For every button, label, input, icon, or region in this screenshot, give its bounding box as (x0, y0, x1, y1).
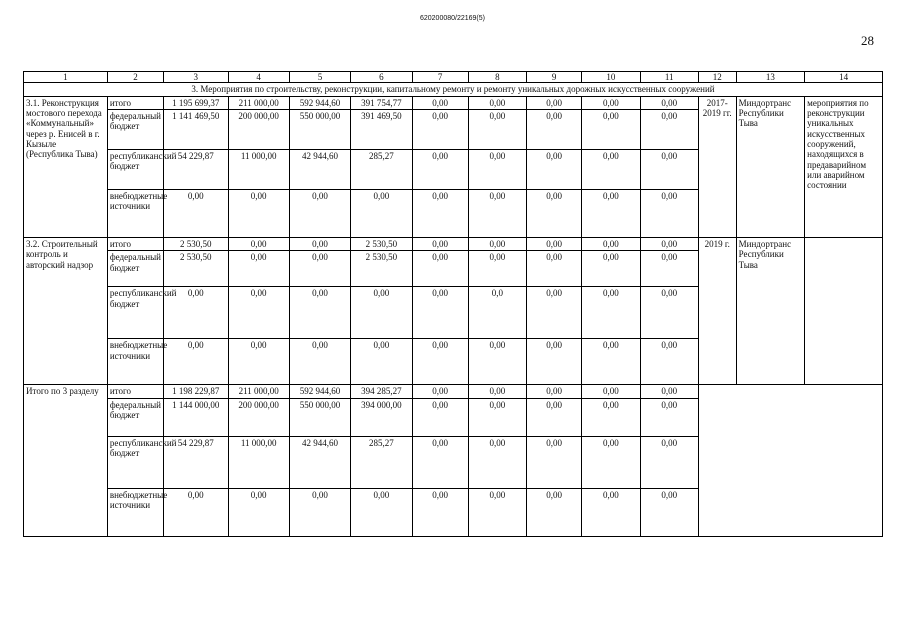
amount-cell: 54 229,87 (164, 436, 228, 488)
amount-cell: 0,00 (351, 287, 412, 339)
amount-cell: 0,00 (228, 488, 289, 536)
funding-source: федеральный бюджет (107, 110, 163, 150)
column-number-row (24, 72, 883, 83)
amount-cell: 0,00 (412, 150, 468, 190)
amount-cell: 0,00 (228, 339, 289, 385)
period-cell: 2019 г. (698, 238, 736, 385)
funding-source: республиканский бюджет (107, 287, 163, 339)
funding-source: внебюджетные источники (107, 488, 163, 536)
amount-cell: 0,00 (228, 251, 289, 287)
amount-cell: 0,00 (289, 190, 350, 238)
amount-cell: 0,00 (527, 251, 582, 287)
amount-cell: 0,00 (468, 110, 526, 150)
column-number: 7 (412, 72, 468, 83)
amount-cell: 0,00 (412, 436, 468, 488)
funding-source: республиканский бюджет (107, 436, 163, 488)
funding-source: республиканский бюджет (107, 150, 163, 190)
amount-cell: 0,00 (527, 238, 582, 251)
column-number: 2 (107, 72, 163, 83)
funding-source: итого (107, 96, 163, 109)
amount-cell: 11 000,00 (228, 150, 289, 190)
amount-cell: 0,00 (640, 96, 698, 109)
amount-cell: 0,00 (412, 287, 468, 339)
amount-cell: 0,00 (582, 238, 640, 251)
funding-source: федеральный бюджет (107, 398, 163, 436)
amount-cell: 0,00 (228, 238, 289, 251)
amount-cell: 0,00 (228, 287, 289, 339)
amount-cell: 0,00 (640, 436, 698, 488)
period-cell: 2017-2019 гг. (698, 96, 736, 237)
amount-cell: 0,00 (164, 339, 228, 385)
amount-cell: 285,27 (351, 436, 412, 488)
amount-cell: 1 141 469,50 (164, 110, 228, 150)
amount-cell: 0,00 (289, 251, 350, 287)
amount-cell: 0,00 (527, 150, 582, 190)
amount-cell: 0,00 (582, 110, 640, 150)
empty-cell (698, 385, 882, 536)
amount-cell: 0,00 (582, 251, 640, 287)
amount-cell: 391 469,50 (351, 110, 412, 150)
amount-cell: 550 000,00 (289, 398, 350, 436)
amount-cell: 0,00 (582, 190, 640, 238)
amount-cell: 0,00 (412, 398, 468, 436)
table-row (24, 238, 883, 251)
amount-cell: 0,00 (412, 385, 468, 398)
amount-cell: 0,00 (351, 488, 412, 536)
amount-cell: 0,00 (527, 385, 582, 398)
amount-cell: 0,00 (527, 287, 582, 339)
amount-cell: 0,00 (468, 150, 526, 190)
amount-cell: 0,00 (289, 287, 350, 339)
funding-source: итого (107, 238, 163, 251)
funding-source: внебюджетные источники (107, 190, 163, 238)
amount-cell: 1 198 229,87 (164, 385, 228, 398)
column-number: 9 (527, 72, 582, 83)
amount-cell: 0,00 (582, 96, 640, 109)
amount-cell: 1 195 699,37 (164, 96, 228, 109)
amount-cell: 0,00 (351, 190, 412, 238)
amount-cell: 0,00 (582, 150, 640, 190)
amount-cell: 0,00 (412, 96, 468, 109)
column-number: 8 (468, 72, 526, 83)
amount-cell: 2 530,50 (164, 238, 228, 251)
column-number: 5 (289, 72, 350, 83)
column-number: 13 (736, 72, 805, 83)
funding-source: внебюджетные источники (107, 339, 163, 385)
measure-name: 3.1. Реконструкция мостового перехода «Коммунальный» через р. Енисей в г. Кызыле (Республика Тыва) (24, 96, 108, 237)
column-number: 6 (351, 72, 412, 83)
amount-cell: 0,00 (468, 238, 526, 251)
amount-cell: 0,00 (228, 190, 289, 238)
column-number: 10 (582, 72, 640, 83)
amount-cell: 0,00 (527, 398, 582, 436)
amount-cell: 0,00 (468, 339, 526, 385)
column-number: 11 (640, 72, 698, 83)
amount-cell: 0,00 (640, 190, 698, 238)
amount-cell: 550 000,00 (289, 110, 350, 150)
amount-cell: 0,00 (289, 238, 350, 251)
page-number: 28 (861, 33, 874, 48)
funding-table (23, 71, 883, 537)
amount-cell: 0,00 (412, 190, 468, 238)
column-number: 1 (24, 72, 108, 83)
amount-cell: 0,00 (640, 339, 698, 385)
column-number: 3 (164, 72, 228, 83)
amount-cell: 0,0 (468, 287, 526, 339)
note-cell (805, 238, 883, 385)
amount-cell: 592 944,60 (289, 385, 350, 398)
table-body (24, 96, 883, 536)
amount-cell: 394 000,00 (351, 398, 412, 436)
amount-cell: 2 530,50 (351, 251, 412, 287)
amount-cell: 592 944,60 (289, 96, 350, 109)
amount-cell: 0,00 (582, 287, 640, 339)
amount-cell: 0,00 (582, 488, 640, 536)
amount-cell: 0,00 (582, 398, 640, 436)
amount-cell: 0,00 (164, 190, 228, 238)
measure-name: Итого по 3 разделу (24, 385, 108, 536)
funding-source: федеральный бюджет (107, 251, 163, 287)
amount-cell: 0,00 (164, 287, 228, 339)
document-id: 620200080/22169(5) (419, 15, 485, 22)
amount-cell: 0,00 (468, 385, 526, 398)
amount-cell: 0,00 (527, 96, 582, 109)
amount-cell: 0,00 (527, 110, 582, 150)
amount-cell: 0,00 (640, 251, 698, 287)
amount-cell: 54 229,87 (164, 150, 228, 190)
amount-cell: 0,00 (527, 488, 582, 536)
amount-cell: 0,00 (468, 96, 526, 109)
note-cell: мероприятия по реконструкции уникальных искусственных сооружений, находящихся в предаварийном или аварийном состоянии (805, 96, 883, 237)
amount-cell: 0,00 (412, 339, 468, 385)
amount-cell: 0,00 (412, 251, 468, 287)
amount-cell: 0,00 (640, 398, 698, 436)
amount-cell: 0,00 (640, 110, 698, 150)
amount-cell: 285,27 (351, 150, 412, 190)
column-number: 4 (228, 72, 289, 83)
amount-cell: 394 285,27 (351, 385, 412, 398)
amount-cell: 0,00 (468, 190, 526, 238)
amount-cell: 211 000,00 (228, 96, 289, 109)
amount-cell: 0,00 (640, 385, 698, 398)
amount-cell: 1 144 000,00 (164, 398, 228, 436)
executor-cell: Миндортранс Республики Тыва (736, 238, 805, 385)
amount-cell: 2 530,50 (351, 238, 412, 251)
column-number: 12 (698, 72, 736, 83)
amount-cell: 2 530,50 (164, 251, 228, 287)
amount-cell: 0,00 (640, 150, 698, 190)
amount-cell: 0,00 (582, 385, 640, 398)
amount-cell: 42 944,60 (289, 150, 350, 190)
amount-cell: 211 000,00 (228, 385, 289, 398)
amount-cell: 0,00 (412, 110, 468, 150)
amount-cell: 0,00 (468, 436, 526, 488)
amount-cell: 0,00 (640, 488, 698, 536)
table-row (24, 385, 883, 398)
amount-cell: 0,00 (351, 339, 412, 385)
table-row (24, 96, 883, 109)
amount-cell: 0,00 (289, 339, 350, 385)
amount-cell: 0,00 (468, 398, 526, 436)
amount-cell: 0,00 (527, 190, 582, 238)
amount-cell: 0,00 (582, 339, 640, 385)
amount-cell: 0,00 (527, 339, 582, 385)
amount-cell: 0,00 (468, 251, 526, 287)
amount-cell: 0,00 (289, 488, 350, 536)
section-title: 3. Мероприятия по строительству, реконструкции, капитальному ремонту и ремонту уникальных дорожных искусственных сооружений (24, 83, 883, 96)
amount-cell: 200 000,00 (228, 398, 289, 436)
executor-cell: Миндортранс Республики Тыва (736, 96, 805, 237)
amount-cell: 0,00 (527, 436, 582, 488)
amount-cell: 391 754,77 (351, 96, 412, 109)
amount-cell: 0,00 (468, 488, 526, 536)
funding-source: итого (107, 385, 163, 398)
amount-cell: 42 944,60 (289, 436, 350, 488)
amount-cell: 11 000,00 (228, 436, 289, 488)
amount-cell: 0,00 (640, 238, 698, 251)
amount-cell: 0,00 (412, 488, 468, 536)
amount-cell: 0,00 (582, 436, 640, 488)
amount-cell: 0,00 (412, 238, 468, 251)
amount-cell: 200 000,00 (228, 110, 289, 150)
amount-cell: 0,00 (640, 287, 698, 339)
measure-name: 3.2. Строительный контроль и авторский надзор (24, 238, 108, 385)
amount-cell: 0,00 (164, 488, 228, 536)
column-number: 14 (805, 72, 883, 83)
